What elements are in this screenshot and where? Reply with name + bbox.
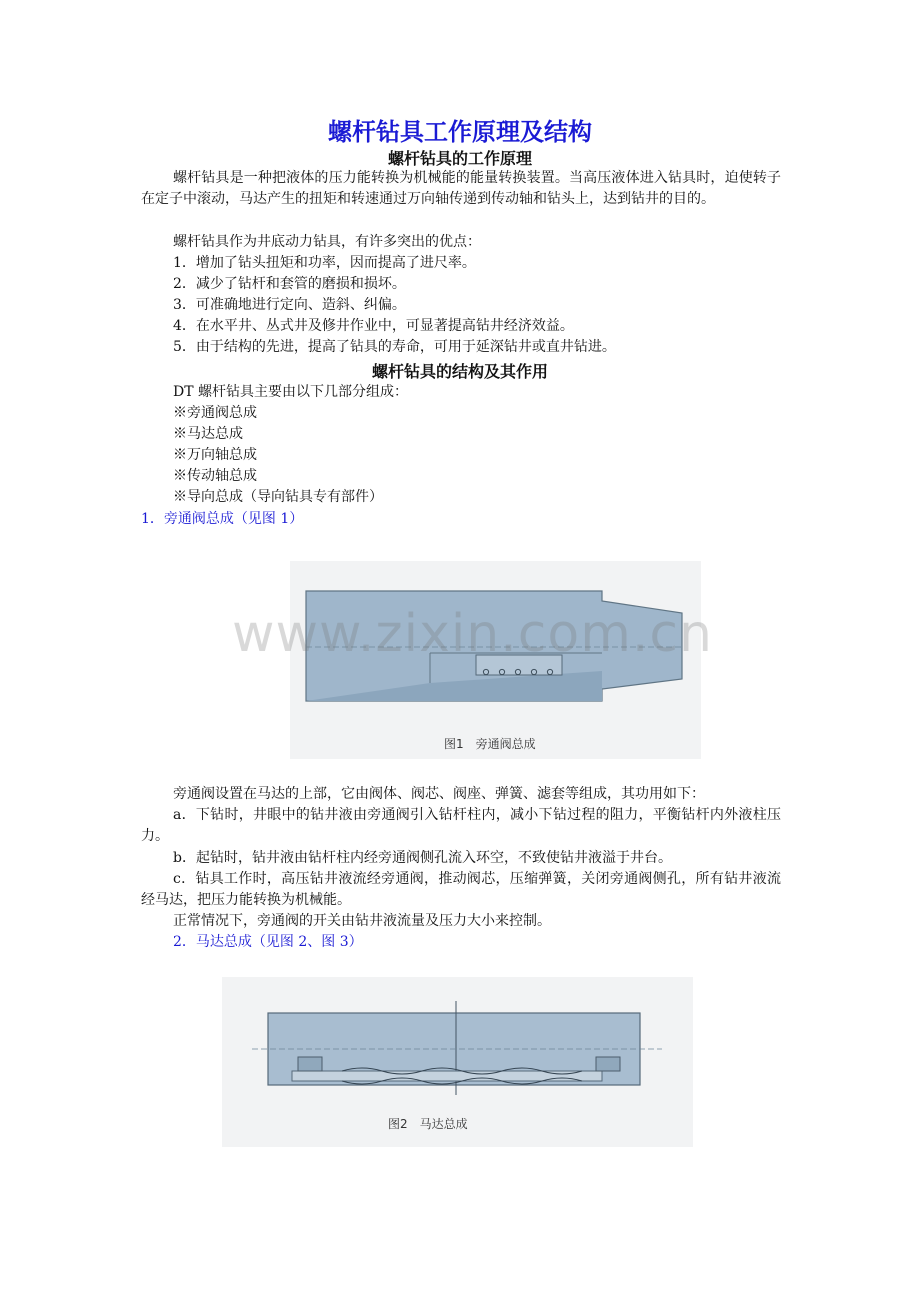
section-heading-principle: 螺杆钻具的工作原理 [387,149,532,168]
part-item: ※传动轴总成 [173,468,257,484]
figure-motor-assembly [222,977,693,1147]
document-title: 螺杆钻具工作原理及结构 [328,118,592,146]
subheading-motor-assembly: 2．马达总成（见图 2、图 3） [173,934,363,950]
advantage-item: 1．增加了钻头扭矩和功率，因而提高了进尺率。 [173,255,476,271]
part-item: ※旁通阀总成 [173,405,257,421]
part-item: ※导向总成（导向钻具专有部件） [173,489,383,505]
bypass-function-c: c．钻具工作时，高压钻井液流经旁通阀，推动阀芯，压缩弹簧，关闭旁通阀侧孔，所有钻井液流经马达，把压力能转换为机械能。 [141,871,781,908]
bypass-function-b: b．起钻时，钻井液由钻杆柱内经旁通阀侧孔流入环空，不致使钻井液溢于井台。 [173,850,672,866]
watermark-text: www.zixin.com.cn [232,604,713,664]
bypass-description: 旁通阀设置在马达的上部，它由阀体、阀芯、阀座、弹簧、滤套等组成，其功用如下： [173,786,705,802]
structure-intro: DT 螺杆钻具主要由以下几部分组成： [173,384,409,400]
figure-1-caption: 图1 旁通阀总成 [444,737,536,751]
figure-2-caption: 图2 马达总成 [388,1117,468,1131]
advantage-item: 4．在水平井、丛式井及修井作业中，可显著提高钻井经济效益。 [173,318,574,334]
section-heading-structure: 螺杆钻具的结构及其作用 [371,362,548,381]
advantage-item: 3．可准确地进行定向、造斜、纠偏。 [173,297,406,313]
bypass-note: 正常情况下，旁通阀的开关由钻井液流量及压力大小来控制。 [173,913,551,929]
advantages-intro: 螺杆钻具作为井底动力钻具，有许多突出的优点： [173,234,481,250]
principle-paragraph: 螺杆钻具是一种把液体的压力能转换为机械能的能量转换装置。当高压液体进入钻具时，迫使转子在定子中滚动，马达产生的扭矩和转速通过万向轴传递到传动轴和钻头上，达到钻井的目的。 [141,170,781,207]
subheading-bypass-valve: 1．旁通阀总成（见图 1） [141,511,304,527]
advantage-item: 5．由于结构的先进，提高了钻具的寿命，可用于延深钻井或直井钻进。 [173,339,616,355]
part-item: ※马达总成 [173,426,243,442]
part-item: ※万向轴总成 [173,447,257,463]
bypass-function-a: a．下钻时，井眼中的钻井液由旁通阀引入钻杆柱内，减小下钻过程的阻力，平衡钻杆内外液柱压力。 [141,807,781,844]
advantage-item: 2．减少了钻杆和套管的磨损和损坏。 [173,276,406,292]
